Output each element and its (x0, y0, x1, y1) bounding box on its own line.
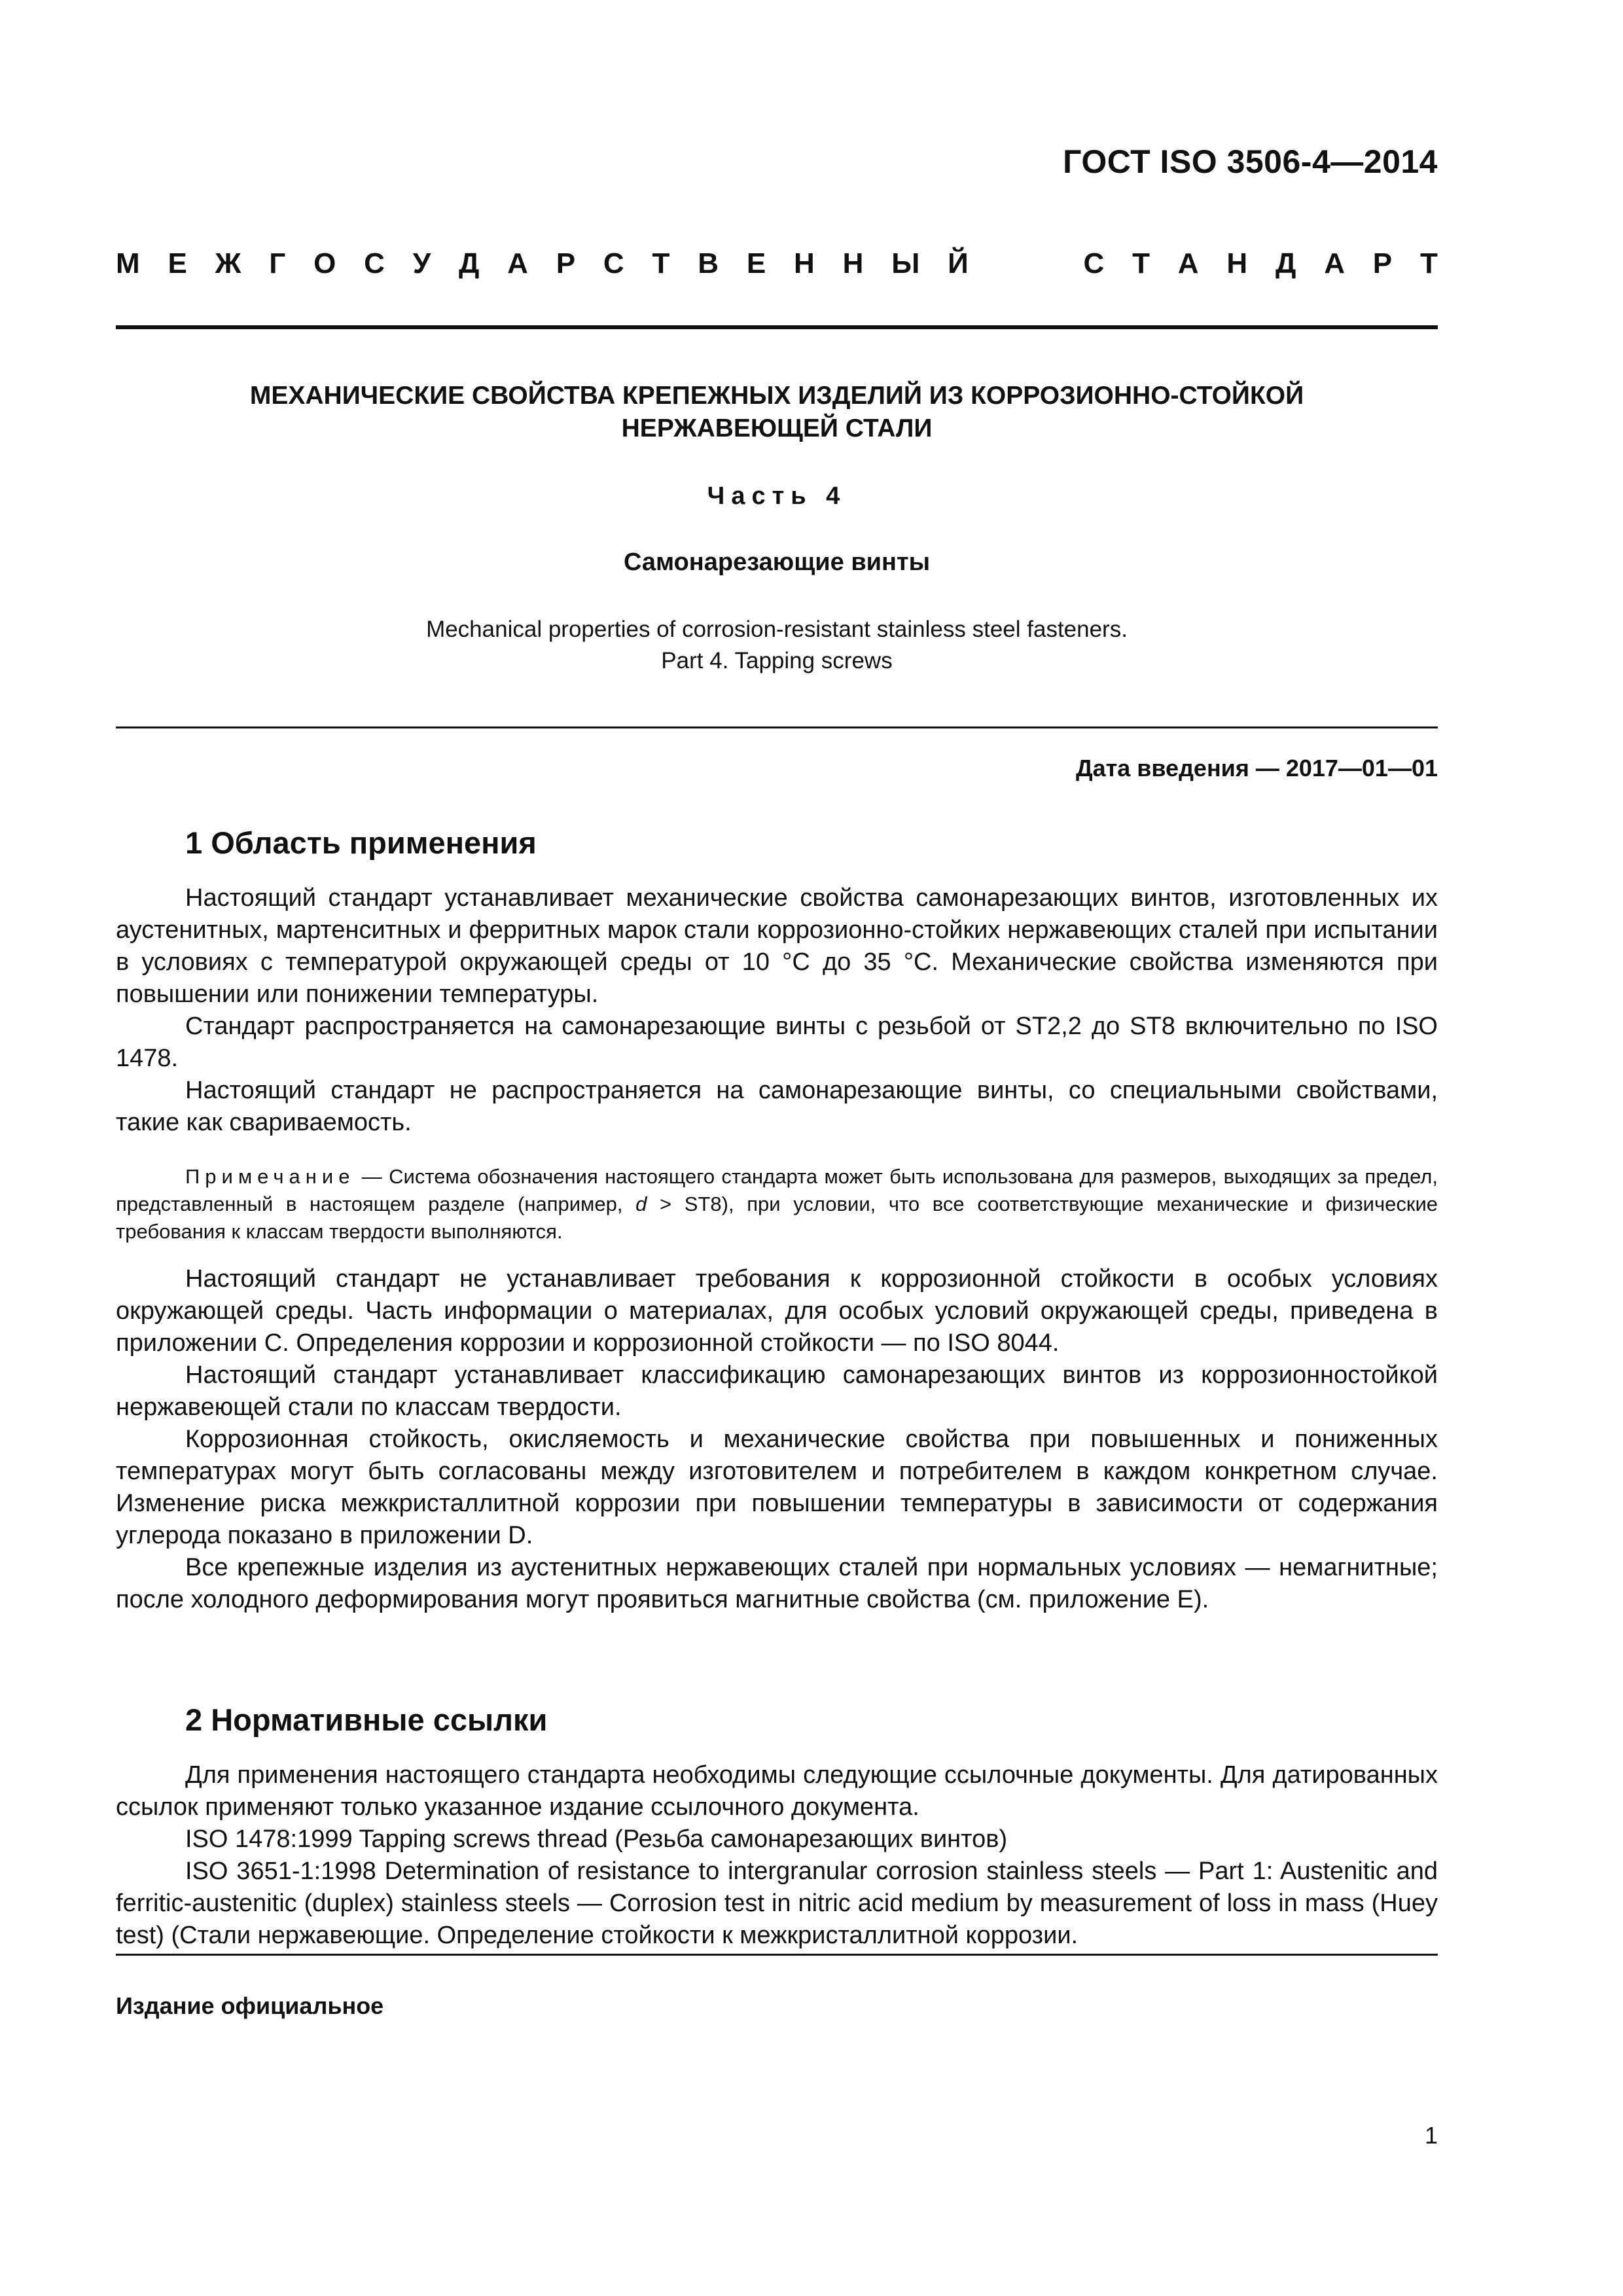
note-variable: d (635, 1193, 647, 1215)
section-body (116, 882, 1438, 1139)
note-block (116, 1163, 1438, 1246)
category-letter: Ж (215, 247, 241, 279)
section-heading: 1 Область применения (185, 825, 537, 860)
category-letter: Й (948, 247, 969, 279)
english-title-line: Part 4. Tapping screws (661, 648, 893, 673)
category-letter: Е (168, 247, 187, 279)
header-divider (116, 325, 1438, 329)
category-letter: Т (1132, 247, 1150, 279)
paragraph: Настоящий стандарт устанавливает механические свойства самонарезающих винтов, изготовленных их аустенитных, мартенситных и ферритных марок стали коррозионно-стойких нержавеющих сталей при испытании в условиях с температурой окружающей среды от 10 °С до 35 °С. Механические свойства изменяются при повышении или понижении температуры. (116, 884, 1438, 1008)
title-line: НЕРЖАВЕЮЩЕЙ СТАЛИ (621, 414, 933, 442)
introduction-date: Дата введения — 2017—01—01 (1075, 755, 1438, 781)
paragraph: Все крепежные изделия из аустенитных нержавеющих сталей при нормальных условиях — немагнитные; после холодного деформирования могут проявиться магнитные свойства (см. приложение Е). (116, 1554, 1438, 1613)
note (116, 1163, 1438, 1246)
footer-divider (116, 1954, 1438, 1956)
category-letter: Е (746, 247, 766, 279)
paragraph: Для применения настоящего стандарта необходимы следующие ссылочные документы. Для датированных ссылок применяют только указанное издание ссылочного документа. (116, 1761, 1438, 1821)
paragraph: ISO 3651-1:1998 Determination of resistance to intergranular corrosion stainless steels — Part 1: Austenitic and ferritic-austenitic (duplex) stainless steels — Corrosion test in nitric acid medium by measurement of loss in mass (Huey test) (Стали нержавеющие. Определение стойкости к межкристаллитной коррозии. (116, 1857, 1438, 1949)
category-letter: С (603, 247, 624, 279)
category-letter: Т (652, 247, 670, 279)
category-letter: У (412, 247, 431, 279)
category-letter: Р (1372, 247, 1393, 279)
category-letter: С (1083, 247, 1105, 279)
paragraph: Настоящий стандарт не распространяется на самонарезающие винты, со специальными свойствами, такие как свариваемость. (116, 1077, 1438, 1136)
category-letter: Р (556, 247, 576, 279)
english-title-line: Mechanical properties of corrosion-resistant stainless steel fasteners. (426, 617, 1128, 642)
paragraph: Стандарт распространяется на самонарезающие винты с резьбой от ST2,2 до ST8 включительно по ISO 1478. (116, 1013, 1438, 1072)
category-letter: Д (458, 247, 480, 279)
category-letter: А (507, 247, 528, 279)
category-letter: О (313, 247, 336, 279)
category-letter: Т (1419, 247, 1438, 279)
document-subtitle: Самонарезающие винты (623, 548, 931, 576)
document-title (116, 380, 1438, 445)
note-text: — Система обозначения настоящего стандарта может быть использована для размеров, выходящих за предел, представленный в настоящем разделе (например, (116, 1165, 1438, 1215)
category-letter: В (698, 247, 719, 279)
category-letter: Н (1226, 247, 1248, 279)
section-heading: 2 Нормативные ссылки (185, 1702, 548, 1737)
title-line: МЕХАНИЧЕСКИЕ СВОЙСТВА КРЕПЕЖНЫХ ИЗДЕЛИЙ ИЗ КОРРОЗИОННО-СТОЙКОЙ (249, 382, 1304, 410)
category-letter: Н (794, 247, 815, 279)
category-letter: С (364, 247, 385, 279)
paragraph: ISO 1478:1999 Tapping screws thread (Резьба самонарезающих винтов) (185, 1825, 1008, 1853)
category-letter: А (1324, 247, 1345, 279)
paragraph: Коррозионная стойкость, окисляемость и механические свойства при повышенных и пониженных температурах могут быть согласованы между изготовителем и потребителем в каждом конкретном случае. Изменение риска межкристаллитной коррозии при повышении температуры в зависимости от содержания углерода показано в приложении D. (116, 1426, 1438, 1549)
note-text: > ST8), при условии, что все соответствующие механические и физические требования к классам твердости выполняются. (116, 1193, 1438, 1243)
paragraph: Настоящий стандарт устанавливает классификацию самонарезающих винтов из коррозионностойкой нержавеющей стали по классам твердости. (116, 1361, 1438, 1421)
word-gap (997, 247, 1056, 287)
title-divider (116, 726, 1438, 728)
category-letter: А (1177, 247, 1199, 279)
part-label: Часть 4 (707, 482, 847, 510)
english-title (116, 614, 1438, 677)
category-letter: Г (269, 247, 286, 279)
note-label: Примечание (185, 1165, 355, 1188)
section-body (116, 1263, 1438, 1616)
paragraph: Настоящий стандарт не устанавливает требования к коррозионной стойкости в особых условиях окружающей среды. Часть информации о материалах, для особых условий окружающей среды, приведена в приложении С. Определения коррозии и коррозионной стойкости — по ISO 8044. (116, 1265, 1438, 1357)
standard-category-header (116, 247, 1438, 287)
category-letter: М (116, 247, 140, 279)
section-body (116, 1759, 1438, 1952)
document-code: ГОСТ ISO 3506-4—2014 (1063, 143, 1438, 180)
page-number: 1 (1424, 2122, 1438, 2149)
edition-label: Издание официальное (116, 1992, 384, 2019)
category-letter: Ы (891, 247, 920, 279)
category-letter: Д (1275, 247, 1296, 279)
category-letter: Н (842, 247, 864, 279)
